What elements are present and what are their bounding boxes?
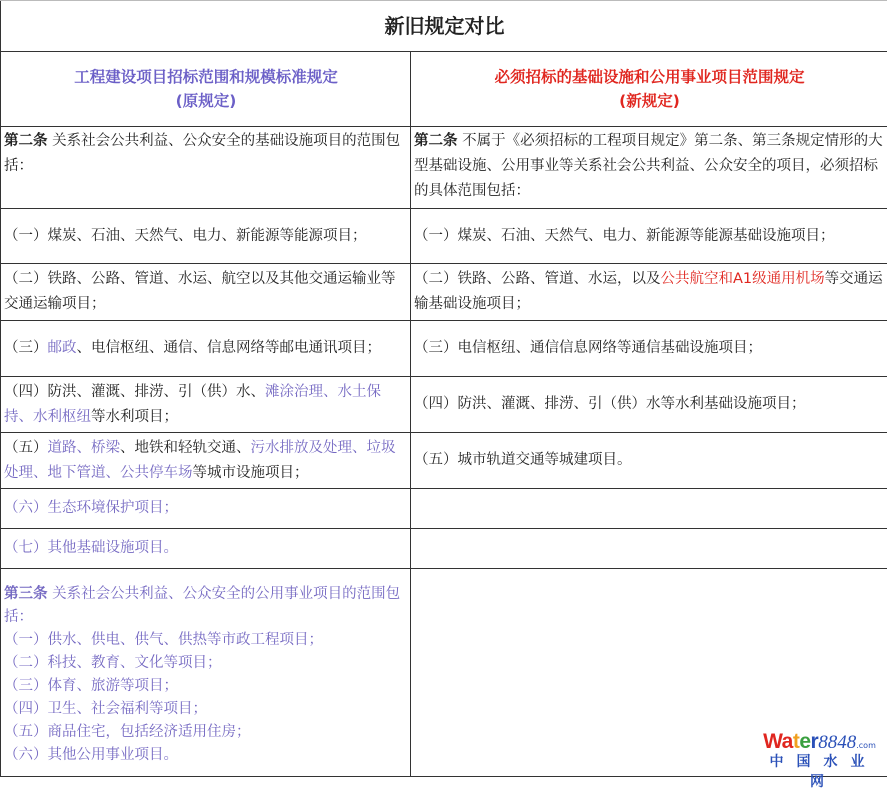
text-segment: 、地铁和轻轨交通、	[120, 440, 251, 456]
text-segment: （五）	[4, 440, 48, 456]
table-row	[1, 321, 887, 377]
water8848-logo: Water8848.com 中国水业网	[757, 730, 882, 791]
list-item: （六）其他公用事业项目。	[4, 744, 408, 767]
text-segment: （五）城市轨道交通等城建项目。	[414, 452, 632, 468]
article-label: 第三条	[4, 586, 48, 602]
old-rule-cell	[1, 209, 411, 264]
table-row	[1, 377, 887, 433]
list-item: （三）体育、旅游等项目；	[4, 675, 408, 698]
text-segment: 等交通运输基础设施项目；	[414, 271, 883, 312]
text-segment: 关系社会公共利益、公众安全的公用事业项目的范围包括：	[4, 586, 400, 625]
text-segment: 污水排放及处理、垃圾处理、地下管道、公共停车场	[4, 440, 396, 481]
old-rule-cell	[1, 489, 411, 529]
table-row	[1, 489, 887, 529]
text-segment: （六）生态环境保护项目；	[4, 500, 178, 516]
text-segment: 滩涂治理、水土保持、水利枢纽	[4, 384, 381, 425]
text-segment: （三）	[4, 340, 48, 356]
new-rule-cell	[411, 529, 887, 569]
text-segment: （四）防洪、灌溉、排涝、引（供）水等水利基础设施项目；	[414, 396, 806, 412]
table-row	[1, 209, 887, 264]
text-segment: （一）煤炭、石油、天然气、电力、新能源等能源项目；	[4, 228, 367, 244]
article-label: 第二条	[4, 133, 48, 149]
article-label: 第二条	[414, 133, 458, 149]
text-segment: （四）防洪、灌溉、排涝、引（供）水、	[4, 384, 265, 400]
list-item: （五）商品住宅，包括经济适用住房；	[4, 721, 408, 744]
old-rule-cell	[1, 127, 411, 209]
header-old-regulation	[1, 52, 411, 127]
text-segment: （七）其他基础设施项目。	[4, 540, 178, 556]
old-rule-cell	[1, 529, 411, 569]
text-segment: （一）煤炭、石油、天然气、电力、新能源等能源基础设施项目；	[414, 228, 835, 244]
new-regulation-subtitle: (新规定)	[414, 89, 885, 113]
table-row	[1, 127, 887, 209]
new-rule-cell	[411, 377, 887, 433]
table-row	[1, 264, 887, 321]
old-rule-cell	[1, 377, 411, 433]
new-rule-cell	[411, 489, 887, 529]
text-segment: 、电信枢纽、通信、信息网络等邮电通讯项目；	[77, 340, 382, 356]
table-row	[1, 433, 887, 489]
new-rule-cell	[411, 127, 887, 209]
text-segment: （三）电信枢纽、通信信息网络等通信基础设施项目；	[414, 340, 762, 356]
new-rule-cell	[411, 209, 887, 264]
old-rule-cell	[1, 264, 411, 321]
old-regulation-title: 工程建设项目招标范围和规模标准规定	[4, 65, 408, 89]
article-3-heading	[4, 583, 408, 629]
new-rule-cell	[411, 433, 887, 489]
list-item: （二）科技、教育、文化等项目；	[4, 652, 408, 675]
header-new-regulation	[411, 52, 887, 127]
text-segment: 等城市设施项目；	[193, 465, 309, 481]
list-item: （四）卫生、社会福利等项目；	[4, 698, 408, 721]
table-row	[1, 529, 887, 569]
old-rule-cell	[1, 321, 411, 377]
text-segment: （二）铁路、公路、管道、水运，以及	[414, 271, 661, 287]
new-rule-cell	[411, 321, 887, 377]
text-segment: （二）铁路、公路、管道、水运、航空以及其他交通运输业等交通运输项目；	[4, 271, 396, 312]
table-title: 新旧规定对比	[1, 1, 887, 52]
text-segment: 关系社会公共利益、公众安全的基础设施项目的范围包括：	[4, 133, 400, 174]
new-rule-cell	[411, 264, 887, 321]
text-segment: 道路、桥梁	[48, 440, 121, 456]
list-item: （一）供水、供电、供气、供热等市政工程项目；	[4, 629, 408, 652]
text-segment: 等水利项目；	[91, 409, 178, 425]
article-3-cell	[1, 569, 411, 777]
text-segment: 不属于《必须招标的工程项目规定》第二条、第三条规定情形的大型基础设施、公用事业等关系社会公共利益、公众安全的项目，必须招标的具体范围包括：	[414, 133, 883, 199]
new-regulation-title: 必须招标的基础设施和公用事业项目范围规定	[414, 65, 885, 89]
old-rule-cell	[1, 433, 411, 489]
old-regulation-subtitle: (原规定)	[4, 89, 408, 113]
text-segment: 邮政	[48, 340, 77, 356]
text-segment: 公共航空和A1级通用机场	[661, 271, 825, 287]
